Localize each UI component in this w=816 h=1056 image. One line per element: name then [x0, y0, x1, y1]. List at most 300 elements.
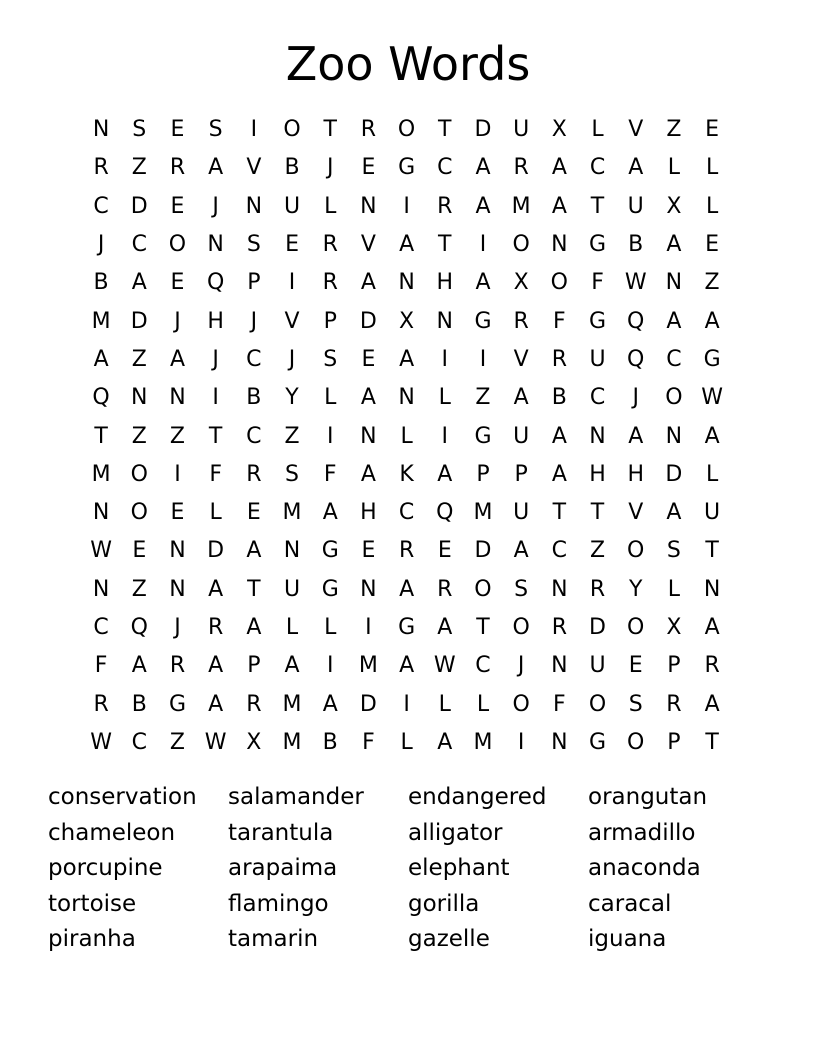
- grid-letter: N: [92, 500, 110, 526]
- grid-letter: A: [551, 193, 567, 219]
- grid-letter: P: [247, 653, 261, 679]
- grid-letter: T: [94, 423, 108, 449]
- grid-letter: X: [513, 270, 529, 296]
- grid-letter: L: [476, 691, 490, 717]
- grid-letter: V: [513, 346, 529, 372]
- grid-letter: H: [589, 461, 606, 487]
- grid-letter: A: [704, 423, 720, 449]
- grid-letter: C: [475, 653, 491, 679]
- word-bank-column: [228, 780, 408, 958]
- grid-letter: R: [551, 346, 567, 372]
- grid-letter: A: [437, 615, 453, 640]
- grid-letter: N: [703, 576, 721, 602]
- grid-letter: D: [207, 538, 225, 564]
- grid-letter: J: [632, 385, 639, 411]
- grid-letter: A: [131, 270, 147, 296]
- grid-letter: R: [246, 461, 262, 487]
- grid-letter: N: [398, 270, 415, 296]
- grid-letter: D: [130, 308, 148, 334]
- grid-letter: T: [705, 538, 719, 564]
- grid-letter: U: [283, 576, 301, 602]
- grid-letter: Z: [131, 346, 147, 372]
- grid-letter: H: [436, 270, 454, 296]
- grid-letter: S: [132, 117, 147, 143]
- grid-letter: M: [91, 461, 111, 487]
- grid-letter: E: [361, 346, 376, 372]
- grid-letter: C: [93, 615, 109, 640]
- grid-letter: I: [441, 346, 449, 372]
- grid-letter: P: [667, 729, 681, 755]
- grid-letter: A: [360, 270, 376, 296]
- grid-letter: R: [437, 193, 453, 219]
- word-bank-item: armadillo: [588, 819, 696, 846]
- word-bank-item: endangered: [408, 784, 547, 810]
- grid-letter: I: [365, 615, 372, 640]
- word-bank-item: anaconda: [588, 855, 701, 881]
- grid-row: [82, 532, 734, 570]
- letter-grid: [82, 111, 734, 762]
- grid-letter: B: [131, 691, 147, 717]
- grid-letter: D: [130, 193, 148, 219]
- grid-letter: R: [169, 653, 186, 679]
- grid-letter: N: [551, 576, 568, 602]
- word-bank-column: [408, 780, 588, 958]
- grid-letter: R: [208, 615, 224, 640]
- word-bank-item: gazelle: [408, 926, 490, 952]
- grid-letter: E: [132, 538, 147, 564]
- word-bank-item: tarantula: [228, 819, 334, 846]
- grid-letter: O: [627, 729, 645, 755]
- grid-letter: C: [398, 500, 415, 526]
- grid-letter: A: [551, 461, 567, 487]
- word-bank-item: porcupine: [48, 855, 163, 881]
- grid-letter: C: [131, 232, 147, 258]
- grid-letter: R: [246, 691, 262, 717]
- grid-letter: O: [397, 117, 416, 143]
- grid-letter: D: [359, 691, 377, 717]
- grid-letter: N: [360, 193, 377, 219]
- grid-letter: N: [169, 385, 186, 411]
- grid-letter: A: [666, 232, 682, 258]
- grid-row: [82, 149, 734, 187]
- grid-letter: U: [704, 500, 721, 526]
- grid-letter: S: [208, 117, 223, 143]
- grid-letter: Z: [704, 270, 720, 296]
- grid-letter: R: [589, 576, 606, 602]
- grid-letter: A: [475, 155, 491, 181]
- grid-letter: P: [514, 461, 528, 487]
- grid-letter: F: [323, 461, 337, 487]
- grid-letter: I: [326, 423, 334, 449]
- grid-letter: C: [131, 729, 147, 755]
- grid-letter: R: [666, 691, 682, 717]
- grid-letter: N: [551, 729, 568, 755]
- grid-letter: O: [588, 691, 607, 717]
- grid-letter: R: [551, 615, 567, 640]
- grid-letter: M: [511, 193, 531, 219]
- grid-letter: J: [212, 346, 219, 372]
- grid-letter: J: [517, 653, 525, 679]
- grid-letter: A: [131, 653, 147, 679]
- grid-letter: T: [438, 232, 452, 258]
- grid-letter: A: [437, 461, 453, 487]
- grid-letter: E: [170, 117, 185, 143]
- grid-letter: J: [288, 346, 296, 372]
- grid-letter: S: [323, 346, 338, 372]
- grid-letter: T: [247, 576, 261, 602]
- grid-letter: I: [479, 232, 487, 258]
- word-bank: [48, 780, 768, 958]
- grid-letter: N: [551, 653, 568, 679]
- grid-letter: R: [322, 232, 338, 258]
- word-bank-item: tamarin: [228, 926, 319, 952]
- grid-letter: A: [704, 691, 720, 717]
- grid-letter: I: [326, 653, 334, 679]
- grid-letter: L: [438, 691, 451, 717]
- grid-letter: A: [360, 385, 376, 411]
- grid-letter: A: [322, 500, 338, 526]
- grid-letter: S: [666, 538, 681, 564]
- grid-row: [82, 571, 734, 609]
- grid-letter: N: [92, 117, 110, 143]
- grid-letter: G: [589, 232, 607, 258]
- grid-letter: A: [628, 155, 644, 181]
- grid-letter: W: [204, 729, 227, 755]
- grid-letter: O: [550, 270, 568, 296]
- grid-letter: D: [474, 117, 492, 143]
- grid-letter: Q: [436, 500, 454, 526]
- grid-letter: G: [168, 691, 186, 717]
- grid-letter: Z: [589, 538, 606, 564]
- grid-letter: W: [624, 270, 647, 296]
- grid-letter: G: [398, 155, 416, 181]
- grid-letter: S: [514, 576, 529, 602]
- word-bank-item: arapaima: [228, 855, 338, 881]
- grid-letter: Z: [666, 117, 682, 143]
- grid-letter: E: [705, 232, 720, 258]
- grid-letter: B: [246, 385, 262, 411]
- grid-letter: L: [400, 729, 413, 755]
- grid-letter: A: [513, 385, 529, 411]
- grid-letter: F: [553, 308, 566, 334]
- grid-row: [82, 685, 734, 723]
- grid-letter: L: [324, 615, 337, 640]
- grid-letter: Q: [627, 346, 645, 372]
- word-bank-item: piranha: [48, 926, 136, 952]
- grid-letter: C: [93, 193, 109, 219]
- grid-letter: Z: [131, 423, 147, 449]
- grid-letter: E: [361, 538, 376, 564]
- grid-letter: A: [399, 653, 415, 679]
- grid-letter: C: [666, 346, 682, 372]
- grid-letter: I: [517, 729, 525, 755]
- grid-letter: N: [131, 385, 148, 411]
- grid-letter: F: [553, 691, 566, 717]
- grid-letter: N: [665, 270, 683, 296]
- grid-letter: R: [322, 270, 338, 296]
- grid-letter: R: [437, 576, 453, 602]
- grid-letter: T: [705, 729, 719, 755]
- grid-letter: O: [168, 232, 187, 258]
- grid-letter: A: [284, 653, 300, 679]
- grid-letter: P: [476, 461, 490, 487]
- grid-letter: V: [628, 117, 644, 143]
- grid-letter: R: [398, 538, 415, 564]
- grid-letter: N: [92, 576, 110, 602]
- word-bank-item: orangutan: [588, 784, 708, 810]
- grid-letter: N: [360, 576, 377, 602]
- grid-letter: G: [589, 308, 607, 334]
- grid-letter: S: [285, 461, 300, 487]
- grid-letter: V: [284, 308, 300, 334]
- grid-letter: F: [591, 270, 604, 296]
- grid-letter: A: [246, 538, 262, 564]
- grid-letter: T: [438, 117, 452, 143]
- grid-letter: D: [589, 615, 606, 640]
- grid-letter: C: [551, 538, 568, 564]
- grid-letter: H: [360, 500, 377, 526]
- grid-letter: G: [474, 308, 492, 334]
- grid-letter: Z: [169, 729, 185, 755]
- grid-letter: R: [513, 308, 529, 334]
- grid-letter: C: [246, 346, 262, 372]
- word-bank-item: gorilla: [408, 890, 480, 917]
- grid-letter: W: [90, 538, 112, 564]
- grid-letter: G: [321, 538, 339, 564]
- grid-letter: H: [627, 461, 644, 487]
- page-title: Zoo Words: [285, 37, 531, 91]
- grid-letter: N: [245, 193, 263, 219]
- grid-letter: D: [359, 308, 377, 334]
- grid-letter: R: [513, 155, 529, 181]
- grid-letter: A: [551, 155, 567, 181]
- word-bank-item: chameleon: [48, 819, 176, 846]
- grid-letter: P: [247, 270, 261, 296]
- grid-letter: A: [399, 346, 415, 372]
- grid-letter: M: [91, 308, 111, 334]
- grid-letter: L: [667, 576, 681, 602]
- grid-letter: Z: [169, 423, 185, 449]
- grid-letter: H: [207, 308, 224, 334]
- grid-letter: L: [705, 193, 719, 219]
- grid-letter: J: [250, 308, 258, 334]
- grid-letter: F: [94, 653, 108, 679]
- grid-letter: M: [282, 500, 302, 526]
- grid-letter: L: [438, 385, 451, 411]
- grid-letter: Q: [627, 308, 645, 334]
- grid-row: [82, 724, 734, 762]
- grid-letter: D: [665, 461, 683, 487]
- grid-letter: J: [326, 155, 334, 181]
- grid-letter: P: [667, 653, 681, 679]
- grid-row: [82, 226, 734, 264]
- grid-letter: N: [360, 423, 377, 449]
- grid-letter: F: [362, 729, 375, 755]
- grid-letter: W: [433, 653, 456, 679]
- grid-letter: T: [323, 117, 337, 143]
- grid-letter: N: [551, 232, 568, 258]
- grid-letter: Z: [475, 385, 491, 411]
- grid-letter: S: [246, 232, 261, 258]
- grid-letter: L: [705, 155, 719, 181]
- grid-letter: I: [250, 117, 258, 143]
- grid-letter: E: [361, 155, 376, 181]
- grid-letter: L: [667, 155, 681, 181]
- grid-letter: L: [324, 385, 337, 411]
- word-bank-item: salamander: [228, 784, 364, 810]
- grid-letter: F: [209, 461, 222, 487]
- grid-letter: M: [473, 500, 493, 526]
- grid-letter: W: [90, 729, 112, 755]
- grid-letter: I: [479, 346, 487, 372]
- grid-letter: E: [246, 500, 261, 526]
- grid-letter: O: [512, 232, 530, 258]
- grid-letter: A: [551, 423, 567, 449]
- grid-letter: O: [512, 615, 530, 640]
- grid-letter: L: [324, 193, 337, 219]
- grid-letter: A: [246, 615, 262, 640]
- word-bank-column: [48, 780, 228, 958]
- word-bank-column: [588, 780, 768, 958]
- grid-letter: X: [399, 308, 415, 334]
- grid-letter: V: [628, 500, 644, 526]
- grid-letter: A: [322, 691, 338, 717]
- grid-letter: C: [246, 423, 262, 449]
- grid-letter: U: [627, 193, 644, 219]
- grid-letter: J: [97, 232, 105, 258]
- grid-letter: O: [130, 500, 148, 526]
- grid-letter: U: [513, 117, 530, 143]
- grid-letter: I: [174, 461, 181, 487]
- grid-letter: O: [627, 615, 645, 640]
- grid-letter: N: [665, 423, 683, 449]
- grid-letter: C: [437, 155, 453, 181]
- word-bank-item: conservation: [48, 784, 197, 810]
- grid-letter: B: [93, 270, 109, 296]
- word-bank-item: caracal: [588, 890, 672, 917]
- word-bank-item: elephant: [408, 855, 510, 881]
- grid-letter: O: [474, 576, 492, 602]
- grid-letter: N: [398, 385, 415, 411]
- grid-letter: A: [208, 155, 224, 181]
- grid-letter: S: [628, 691, 643, 717]
- grid-letter: N: [169, 576, 186, 602]
- grid-letter: G: [474, 423, 492, 449]
- grid-letter: K: [399, 461, 414, 487]
- word-bank-item: flamingo: [228, 890, 329, 917]
- grid-letter: A: [360, 461, 376, 487]
- grid-letter: C: [589, 385, 606, 411]
- grid-letter: E: [170, 193, 185, 219]
- grid-row: [82, 302, 734, 340]
- grid-letter: I: [403, 691, 410, 717]
- grid-letter: A: [704, 308, 720, 334]
- grid-letter: L: [400, 423, 413, 449]
- grid-letter: Z: [131, 155, 147, 181]
- grid-letter: M: [473, 729, 493, 755]
- grid-letter: A: [704, 615, 720, 640]
- grid-letter: T: [476, 615, 490, 640]
- grid-letter: E: [628, 653, 643, 679]
- grid-letter: A: [169, 346, 185, 372]
- grid-letter: A: [666, 500, 682, 526]
- grid-letter: N: [589, 423, 606, 449]
- grid-letter: I: [212, 385, 219, 411]
- grid-letter: Y: [628, 576, 643, 602]
- grid-letter: B: [284, 155, 300, 181]
- grid-letter: X: [666, 193, 682, 219]
- grid-letter: A: [93, 346, 109, 372]
- grid-row: [82, 647, 734, 685]
- grid-letter: J: [212, 193, 219, 219]
- grid-letter: A: [208, 653, 224, 679]
- grid-letter: N: [169, 538, 186, 564]
- grid-row: [82, 341, 734, 379]
- grid-letter: I: [403, 193, 410, 219]
- grid-letter: L: [705, 461, 719, 487]
- word-bank-item: iguana: [588, 926, 667, 952]
- grid-letter: T: [552, 500, 567, 526]
- grid-letter: O: [130, 461, 148, 487]
- grid-letter: A: [208, 691, 224, 717]
- grid-letter: C: [589, 155, 606, 181]
- grid-letter: M: [358, 653, 378, 679]
- grid-letter: E: [437, 538, 452, 564]
- grid-row: [82, 494, 734, 532]
- grid-letter: P: [323, 308, 337, 334]
- grid-letter: U: [513, 423, 530, 449]
- grid-letter: U: [589, 653, 606, 679]
- grid-letter: E: [170, 500, 185, 526]
- grid-letter: Y: [285, 385, 299, 411]
- grid-letter: V: [246, 155, 262, 181]
- grid-letter: Q: [130, 615, 148, 640]
- grid-letter: O: [665, 385, 683, 411]
- grid-letter: T: [590, 193, 605, 219]
- grid-letter: Q: [92, 385, 110, 411]
- grid-row: [82, 379, 734, 417]
- grid-letter: R: [169, 155, 186, 181]
- grid-letter: U: [513, 500, 530, 526]
- grid-row: [82, 609, 734, 647]
- grid-letter: B: [628, 232, 644, 258]
- grid-letter: X: [246, 729, 262, 755]
- grid-letter: A: [628, 423, 644, 449]
- word-bank-item: alligator: [408, 819, 503, 846]
- grid-row: [82, 188, 734, 226]
- grid-letter: N: [436, 308, 454, 334]
- grid-letter: A: [475, 193, 491, 219]
- grid-letter: U: [283, 193, 301, 219]
- grid-letter: J: [174, 308, 181, 334]
- grid-letter: X: [551, 117, 567, 143]
- grid-letter: A: [437, 729, 453, 755]
- grid-letter: I: [288, 270, 296, 296]
- grid-letter: R: [93, 691, 109, 717]
- grid-letter: W: [701, 385, 723, 411]
- grid-letter: G: [703, 346, 721, 372]
- grid-letter: M: [282, 691, 302, 717]
- grid-letter: O: [627, 538, 645, 564]
- grid-letter: Z: [284, 423, 300, 449]
- grid-letter: E: [705, 117, 720, 143]
- grid-row: [82, 417, 734, 455]
- grid-row: [82, 264, 734, 302]
- grid-letter: V: [360, 232, 376, 258]
- grid-letter: O: [283, 117, 301, 143]
- grid-letter: E: [170, 270, 185, 296]
- grid-letter: A: [399, 232, 415, 258]
